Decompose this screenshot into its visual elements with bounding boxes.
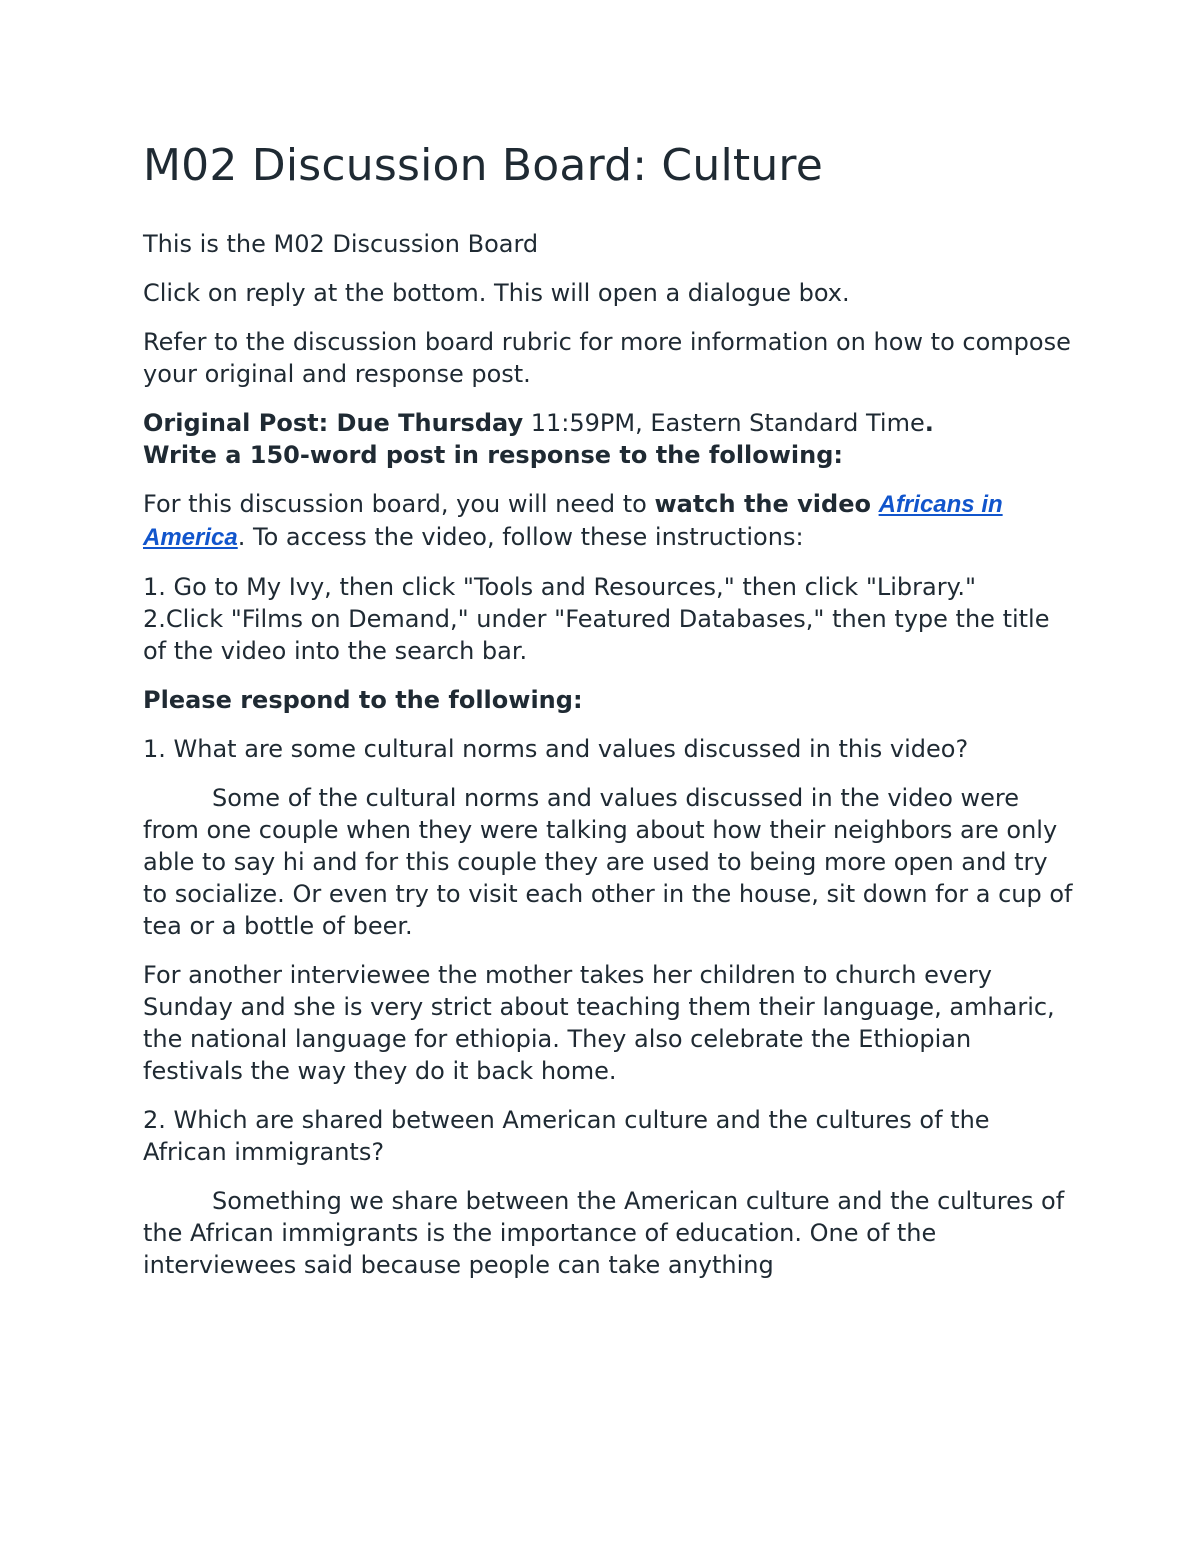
answer-1a: Some of the cultural norms and values discussed in the video were from one couple when they were talking about how their neighbors are only able to say hi and for this couple they are used to being more open and try to socialize. Or even try to visit each other in the house, sit down for a cup of tea or a bottle of beer. — [143, 784, 1073, 940]
step-1: 1. Go to My Ivy, then click "Tools and Resources," then click "Library." — [143, 573, 977, 601]
question-1: 1. What are some cultural norms and values discussed in this video? — [143, 735, 969, 763]
answer-2: Something we share between the American culture and the cultures of the African immigrants is the importance of education. One of the interviewees said because people can take anything — [143, 1187, 1065, 1279]
video-prefix: For this discussion board, you will need to — [143, 490, 655, 518]
original-post-time: 11:59PM, Eastern Standard Time — [523, 409, 925, 437]
step-2: 2.Click "Films on Demand," under "Featured Databases," then type the title of the video into the search bar. — [143, 605, 1050, 665]
video-paragraph — [143, 488, 1073, 554]
answer-1b: For another interviewee the mother takes her children to church every Sunday and she is very strict about teaching them their language, amharic, the national language for ethiopia. They also celebrate the Ethiopian festivals the way they do it back home. — [143, 961, 1055, 1085]
steps-paragraph — [143, 571, 1073, 667]
respond-heading: Please respond to the following: — [143, 686, 583, 714]
original-post-period: . — [924, 409, 934, 437]
original-post-paragraph — [143, 407, 1073, 471]
video-link[interactable]: Africans in America — [143, 491, 1003, 551]
original-post-label: Original Post: Due Thursday — [143, 409, 524, 437]
original-post-instruction: Write a 150-word post in response to the following: — [143, 441, 844, 469]
video-bold: watch the video — [654, 490, 871, 518]
video-suffix: . To access the video, follow these instructions: — [237, 523, 804, 551]
intro-paragraph-1: This is the M02 Discussion Board — [143, 230, 539, 258]
page-title: M02 Discussion Board: Culture — [143, 140, 824, 191]
intro-paragraph-2: Click on reply at the bottom. This will open a dialogue box. — [143, 279, 850, 307]
document-page — [143, 138, 1073, 1298]
question-2: 2. Which are shared between American culture and the cultures of the African immigrants? — [143, 1106, 990, 1166]
intro-paragraph-3: Refer to the discussion board rubric for more information on how to compose your original and response post. — [143, 328, 1071, 388]
